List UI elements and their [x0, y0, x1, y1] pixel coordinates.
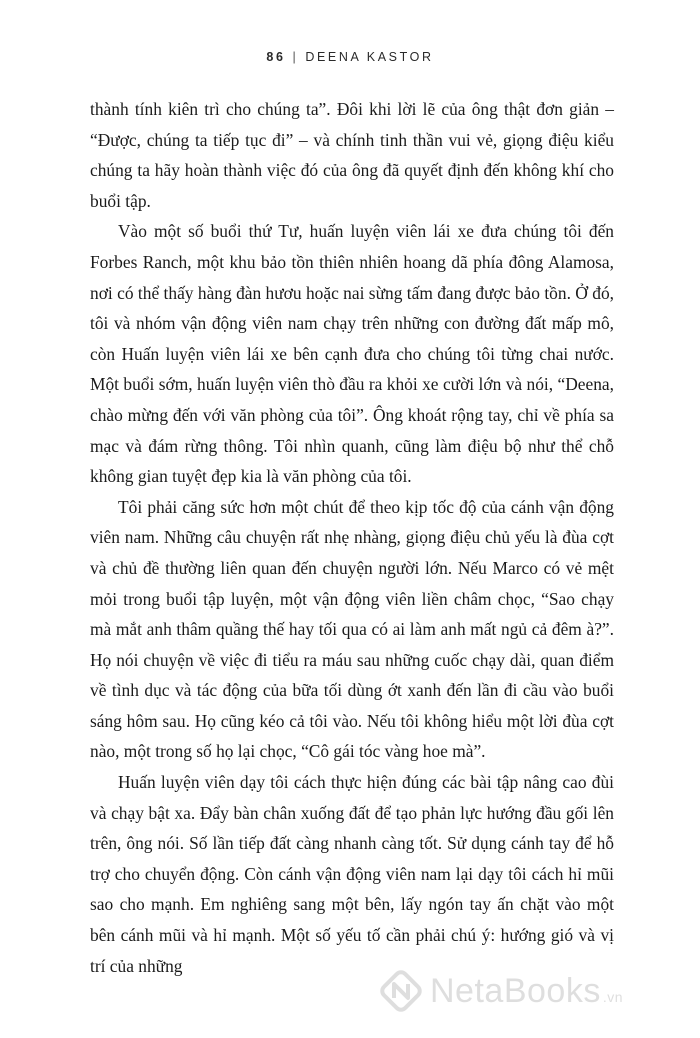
paragraph-continued: thành tính kiên trì cho chúng ta”. Đôi khi lời lẽ của ông thật đơn giản – “Được, chúng ta tiếp tục đi” – và chính tinh thần vui vẻ, giọng điệu kiểu chúng ta hãy hoàn thành việc đó của ông đã quyết định đến không khí cho buổi tập.: [90, 99, 614, 211]
netabooks-watermark: [378, 968, 623, 1014]
header-separator: |: [292, 50, 299, 64]
watermark-text: NetaBooks .vn: [430, 971, 624, 1010]
paragraph: Huấn luyện viên dạy tôi cách thực hiện đúng các bài tập nâng cao đùi và chạy bật xa. Đẩy bàn chân xuống đất để tạo phản lực hướng đầu gối lên trên, ông nói. Số lần tiếp đất càng nhanh càng tốt. Sử dụng cánh tay để hỗ trợ cho chuyển động. Còn cánh vận động viên nam lại dạy tôi cách hỉ mũi sao cho mạnh. Em nghiêng sang một bên, lấy ngón tay ấn chặt vào một bên cánh mũi và hỉ mạnh. Một số yếu tố cần phải chú ý: hướng gió và vị trí của những: [90, 772, 614, 976]
paragraph: Tôi phải căng sức hơn một chút để theo kịp tốc độ của cánh vận động viên nam. Những câu chuyện rất nhẹ nhàng, giọng điệu chủ yếu là đùa cợt và chủ đề thường liên quan đến chuyện người lớn. Nếu Marco có vẻ mệt mỏi trong buổi tập luyện, một vận động viên liền châm chọc, “Sao chạy mà mắt anh thâm quầng thế hay tối qua có ai làm anh mất ngủ cả đêm à?”. Họ nói chuyện về việc đi tiểu ra máu sau những cuốc chạy dài, quan điểm về tình dục và tác động của bữa tối dùng ớt xanh đến lần đi cầu vào buổi sáng hôm sau. Họ cũng kéo cả tôi vào. Nếu tôi không hiểu một lời đùa cợt nào, một trong số họ lại chọc, “Cô gái tóc vàng hoe mà”.: [90, 496, 614, 762]
paragraph: Vào một số buổi thứ Tư, huấn luyện viên lái xe đưa chúng tôi đến Forbes Ranch, một khu bảo tồn thiên nhiên hoang dã phía đông Alamosa, nơi có thể thấy hàng đàn hươu hoặc nai sừng tấm đang được bảo tồn. Ở đó, tôi và nhóm vận động viên nam chạy trên những con đường đất mấp mô, còn Huấn luyện viên lái xe bên cạnh đưa cho chúng tôi từng chai nước. Một buổi sớm, huấn luyện viên thò đầu ra khỏi xe cười lớn và nói, “Deena, chào mừng đến với văn phòng của tôi”. Ông khoát rộng tay, chỉ về phía sa mạc và đám rừng thông. Tôi nhìn quanh, cũng làm điệu bộ như thể chỗ không gian tuyệt đẹp kia là văn phòng của tôi.: [90, 221, 614, 487]
author-name: DEENA KASTOR: [305, 50, 434, 64]
netabooks-logo-icon: [378, 968, 424, 1014]
running-header: [0, 50, 700, 64]
page-number: 86: [266, 50, 286, 64]
body-text: [90, 94, 614, 981]
